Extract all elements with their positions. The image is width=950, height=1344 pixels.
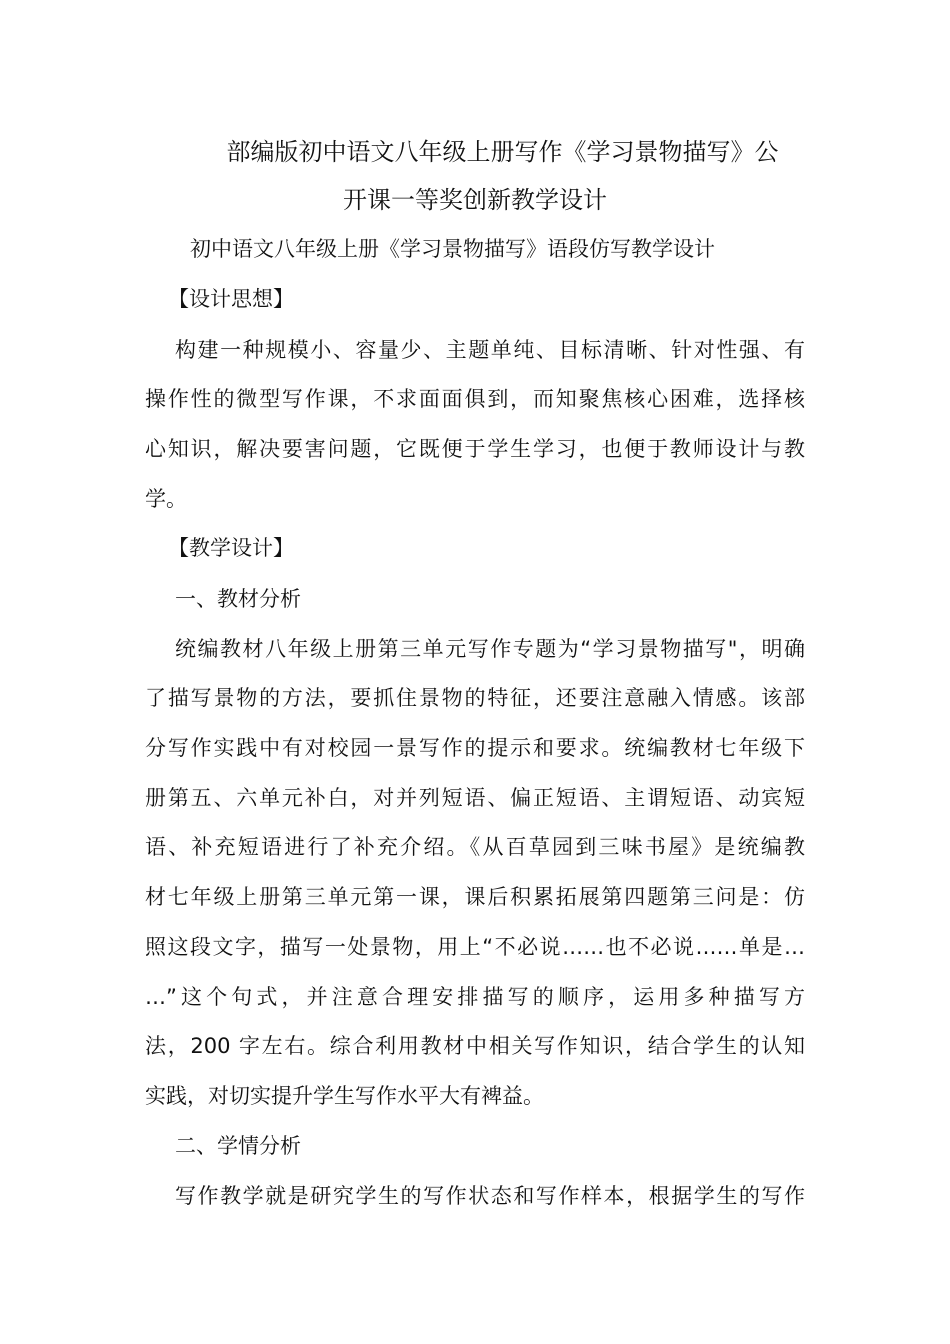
paragraph-line: 照这段文字，描写一处景物，用上“不必说……也不必说……单是… bbox=[145, 935, 805, 959]
heading-student-analysis: 二、学情分析 bbox=[175, 1134, 301, 1158]
paragraph-line: 构建一种规模小、容量少、主题单纯、目标清晰、针对性强、有 bbox=[175, 338, 805, 362]
section-teaching-design: 【教学设计】 bbox=[168, 536, 294, 560]
paragraph-line: 心知识，解决要害问题，它既便于学生学习，也便于教师设计与教 bbox=[145, 437, 805, 461]
heading-textbook-analysis: 一、教材分析 bbox=[175, 587, 301, 611]
paragraph-line: …”这个句式，并注意合理安排描写的顺序，运用多种描写方 bbox=[145, 985, 805, 1009]
paragraph-line: 册第五、六单元补白，对并列短语、偏正短语、主谓短语、动宾短 bbox=[145, 786, 805, 810]
paragraph-line: 实践，对切实提升学生写作水平大有裨益。 bbox=[145, 1084, 544, 1108]
paragraph-line: 写作教学就是研究学生的写作状态和写作样本，根据学生的写作 bbox=[175, 1184, 805, 1208]
document-title-line-2: 开课一等奖创新教学设计 bbox=[343, 186, 607, 214]
paragraph-line: 操作性的微型写作课，不求面面俱到，而知聚焦核心困难，选择核 bbox=[145, 387, 805, 411]
subtitle: 初中语文八年级上册《学习景物描写》语段仿写教学设计 bbox=[190, 237, 715, 261]
paragraph-line: 了描写景物的方法，要抓住景物的特征，还要注意融入情感。该部 bbox=[145, 686, 805, 710]
section-design-idea: 【设计思想】 bbox=[168, 287, 294, 311]
paragraph-line: 统编教材八年级上册第三单元写作专题为“学习景物描写"，明确 bbox=[175, 637, 805, 661]
paragraph-line: 材七年级上册第三单元第一课，课后积累拓展第四题第三问是：仿 bbox=[145, 885, 805, 909]
paragraph-line: 学。 bbox=[145, 487, 187, 511]
paragraph-line: 分写作实践中有对校园一景写作的提示和要求。统编教材七年级下 bbox=[145, 736, 805, 760]
paragraph-line: 语、补充短语进行了补充介绍。《从百草园到三味书屋》是统编教 bbox=[145, 835, 805, 859]
document-title-line-1: 部编版初中语文八年级上册写作《学习景物描写》公 bbox=[226, 138, 779, 166]
paragraph-line: 法，200 字左右。综合利用教材中相关写作知识，结合学生的认知 bbox=[145, 1034, 805, 1058]
